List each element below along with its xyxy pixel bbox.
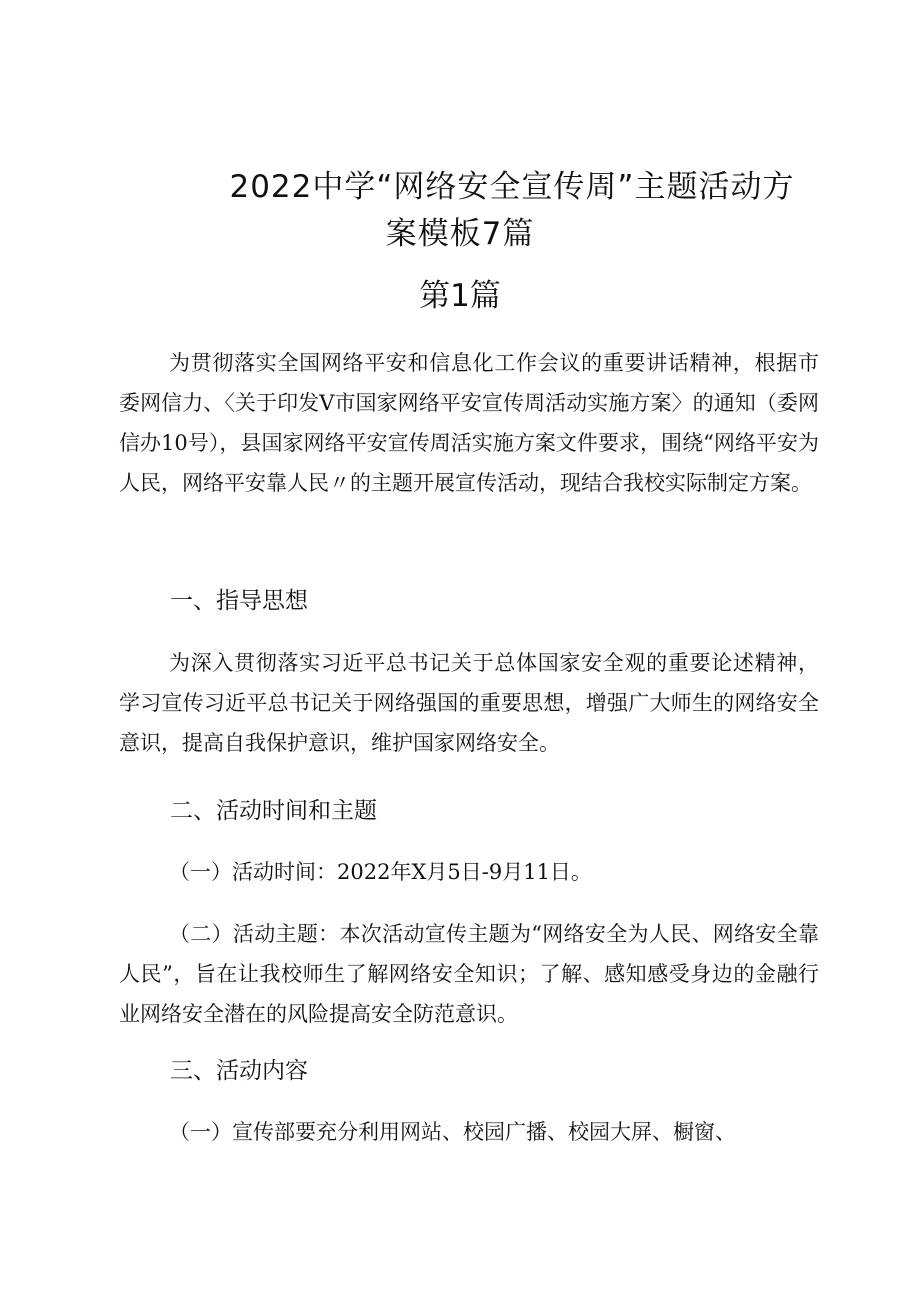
activity-content-paragraph: （一）宣传部要充分利用网站、校园广播、校园大屏、橱窗、: [169, 1120, 736, 1144]
activity-theme-paragraph: （二）活动主题：本次活动宣传主题为“网络安全为人民、网络安全靠人民”，旨在让我校师生了解网络安全知识；了解、感知感受身边的金融行业网络安全潜在的风险提高安全防范意识。: [119, 922, 819, 1026]
intro-paragraph: 为贯彻落实全国网络平安和信息化工作会议的重要讲话精神，根据市委网信力、〈关于印发V市国家网络平安宣传周活动实施方案〉的通知（委网信办10号），县国家网络平安宣传周活实施方案文件要求，围绕“网络平安为人民，网络平安靠人民〃的主题开展宣传活动，现结合我校实际制定方案。: [119, 351, 819, 495]
document-title-line-1: 2022中学“网络安全宣传周”主题活动方: [229, 169, 795, 205]
guiding-ideology-paragraph: 为深入贯彻落实习近平总书记关于总体国家安全观的重要论述精神，学习宣传习近平总书记关于网络强国的重要思想，增强广大师生的网络安全意识，提高自我保护意识，维护国家网络安全。: [119, 651, 819, 755]
section-heading-guiding-ideology: 一、指导思想: [170, 588, 308, 614]
activity-time-paragraph: （一）活动时间：2022年X月5日-9月11日。: [169, 860, 592, 884]
section-heading-activity-content: 三、活动内容: [170, 1058, 308, 1084]
document-title-line-2: 案模板7篇: [385, 216, 535, 252]
section-heading-time-and-theme: 二、活动时间和主题: [170, 798, 377, 824]
chapter-title: 第1篇: [419, 278, 501, 314]
